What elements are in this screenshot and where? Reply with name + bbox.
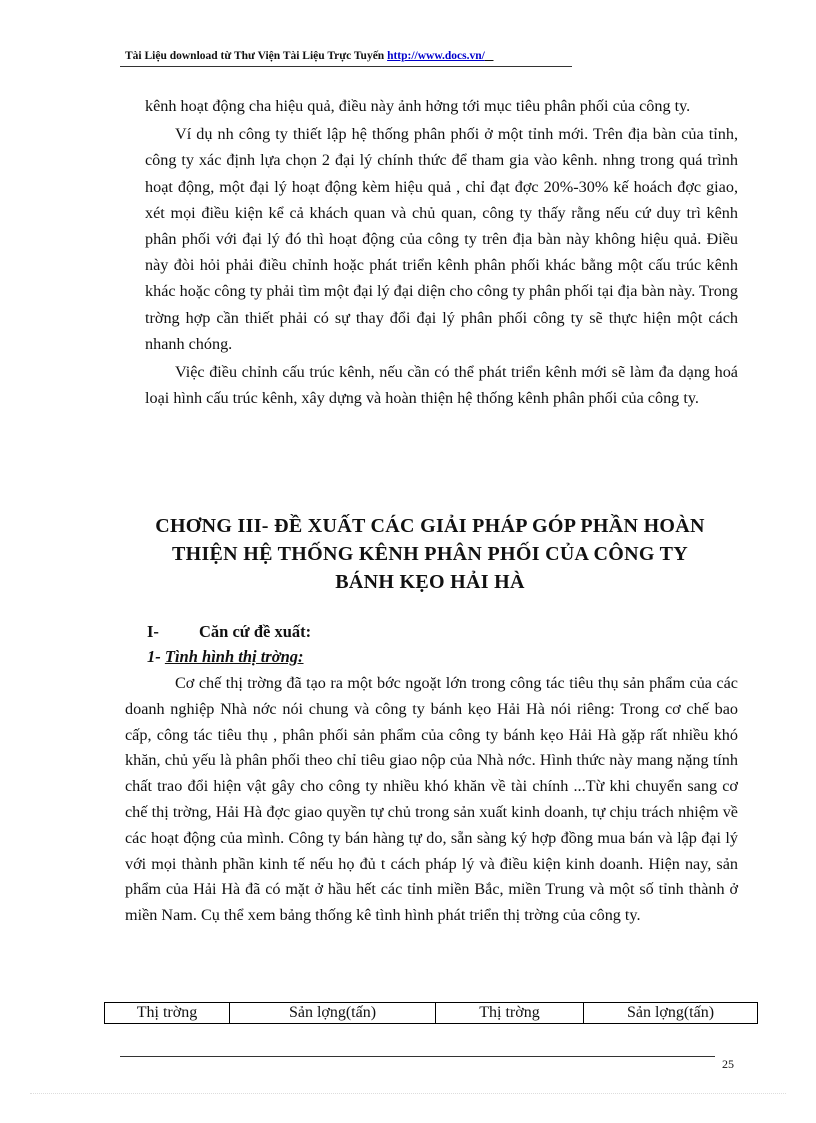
section-title: Căn cứ đề xuất: — [199, 622, 312, 641]
table-header-cell: Sản lợng(tấn) — [584, 1003, 758, 1024]
chapter-heading — [110, 512, 750, 596]
section-heading — [147, 622, 311, 642]
chapter-heading-line: THIỆN HỆ THỐNG KÊNH PHÂN PHỐI CỦA CÔNG TY — [171, 543, 689, 565]
page-number: 25 — [722, 1057, 734, 1071]
page-edge-dots — [30, 1093, 786, 1094]
table-header-cell: Thị trờng — [436, 1003, 584, 1024]
footer-divider — [120, 1056, 715, 1057]
paragraph: Ví dụ nh công ty thiết lập hệ thống phân phối ở một tỉnh mới. Trên địa bàn của tỉnh, công ty xác định lựa chọn 2 đại lý chính thức để tham gia vào kênh. nhng trong quá trình hoạt động, một đại lý hoạt động kèm hiệu quả , chỉ đạt đợc 20%-30% kế hoách đợc giao, xét mọi điều kiện kể cả khách quan và chủ quan, công ty thấy rằng nếu cứ duy trì kênh phân phối với đại lý đó thì hoạt động của công ty trên địa bàn này không hiệu quả. Điều này đòi hỏi phải điều chỉnh hoặc phát triển kênh phân phối khác bằng một cấu trúc kênh khác hoặc công ty phải tìm một đại lý đại diện cho công ty phân phối tại địa bàn này. Trong trờng hợp cần thiết phải có sự thay đổi đại lý phân phối công ty sẽ thực hiện một cách nhanh chóng. — [145, 125, 738, 353]
subsection-title: Tình hình thị trờng: — [164, 647, 304, 666]
market-table — [104, 1002, 758, 1024]
chapter-heading-line: BÁNH KẸO HẢI HÀ — [335, 571, 525, 593]
body-text-top — [145, 93, 738, 413]
paragraph: Việc điều chỉnh cấu trúc kênh, nếu cần có thể phát triển kênh mới sẽ làm đa dạng hoá loại hình cấu trúc kênh, xây dựng và hoàn thiện hệ thống kênh phân phối của công ty. — [145, 363, 738, 408]
page-header — [125, 50, 493, 62]
header-link[interactable]: http://www.docs.vn/ — [387, 50, 485, 62]
subsection-number: 1- — [147, 647, 161, 666]
chapter-heading-line: CHƠNG III- ĐỀ XUẤT CÁC GIẢI PHÁP GÓP PHẦN HOÀN — [155, 515, 705, 537]
table-header-row — [105, 1003, 758, 1024]
section-number: I- — [147, 622, 159, 641]
header-divider — [120, 66, 572, 67]
table-header-cell: Sản lợng(tấn) — [230, 1003, 436, 1024]
table-header-cell: Thị trờng — [105, 1003, 230, 1024]
paragraph: kênh hoạt động cha hiệu quả, điều này ảnh hởng tới mục tiêu phân phối của công ty. — [145, 97, 691, 115]
subsection-heading — [147, 647, 304, 667]
body-text-main — [125, 671, 738, 929]
paragraph: Cơ chế thị trờng đã tạo ra một bớc ngoặt lớn trong công tác tiêu thụ sản phẩm của các doanh nghiệp Nhà nớc nói chung và công ty bánh kẹo Hải Hà nói riêng: Trong cơ chế bao cấp, công tác tiêu thụ , phân phối sản phẩm của công ty bánh kẹo Hải Hà gặp rất nhiều khó khăn, chủ yếu là phân phối theo chỉ tiêu giao nộp của Nhà nớc. Hình thức này mang nặng tính chất trao đổi hiện vật gây cho công ty nhiều khó khăn về tài chính ...Từ khi chuyển sang cơ chế thị trờng, Hải Hà đợc giao quyền tự chủ trong sản xuất kinh doanh, tự chịu trách nhiệm về các hoạt động của mình. Công ty bán hàng tự do, sẵn sàng ký hợp đồng mua bán và lập đại lý với mọi thành phần kinh tế nếu họ đủ t cách pháp lý và điều kiện kinh doanh. Hiện nay, sản phẩm của Hải Hà đã có mặt ở hầu hết các tỉnh miền Bắc, miền Trung và một số tỉnh thành ở miền Nam. Cụ thể xem bảng thống kê tình hình phát triển thị trờng của công ty. — [125, 674, 738, 925]
header-text: Tài Liệu download từ Thư Viện Tài Liệu Trực Tuyến — [125, 50, 388, 62]
